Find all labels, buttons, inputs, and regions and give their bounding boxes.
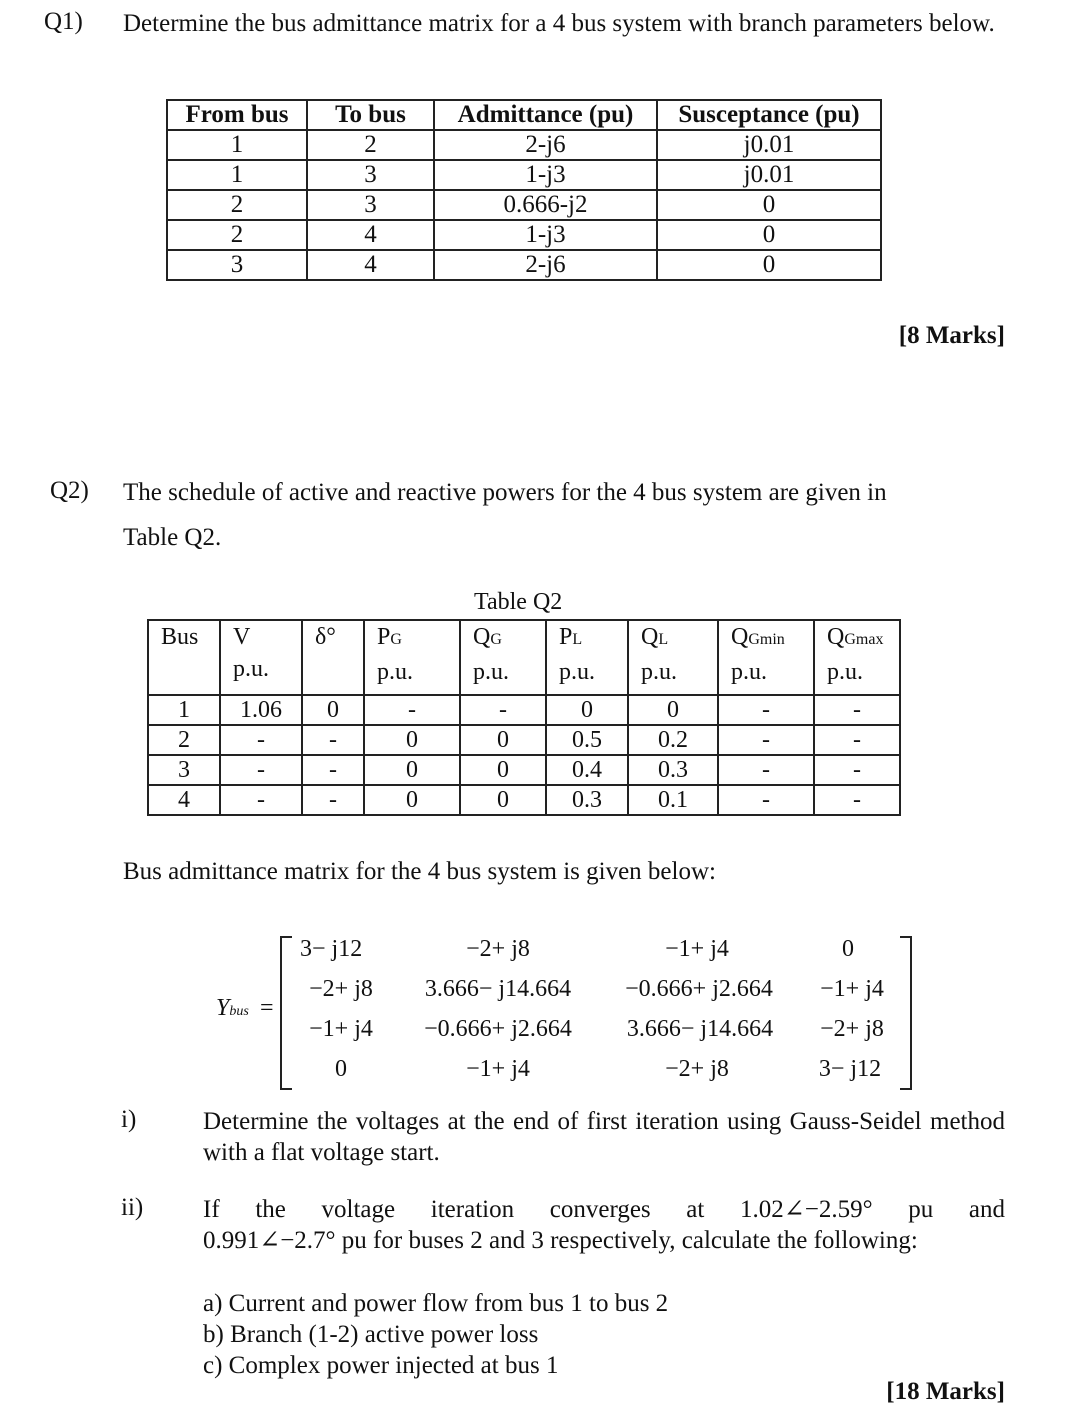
table-row (148, 695, 900, 725)
header-to-bus: To bus (307, 100, 434, 130)
table-row (167, 130, 881, 160)
table-cell: 1-j3 (434, 220, 657, 250)
q1-branch-table (166, 99, 882, 281)
table-row (167, 160, 881, 190)
table-cell: - (814, 725, 900, 755)
part-ii-number: ii) (121, 1194, 144, 1221)
table-cell: 0 (546, 695, 628, 725)
subparts-list (203, 1288, 668, 1381)
list-item: b) Branch (1-2) active power loss (203, 1321, 539, 1348)
table-cell: - (718, 755, 814, 785)
header-ql: QL p.u. (628, 620, 718, 695)
part-i-text: Determine the voltages at the end of first iteration using Gauss-Seidel method with a flat voltage start. (203, 1108, 1005, 1166)
table-cell: j0.01 (657, 160, 881, 190)
table-cell: 1.06 (220, 695, 302, 725)
q2-text-line2: Table Q2. (123, 524, 222, 551)
table-cell: - (814, 695, 900, 725)
matrix-cell: −2+ j8 (309, 976, 373, 1002)
header-qg: QG p.u. (460, 620, 546, 695)
header-pl: PL p.u. (546, 620, 628, 695)
q1-number: Q1) (44, 8, 83, 35)
table-cell: 4 (307, 220, 434, 250)
table-cell: 0 (302, 695, 364, 725)
list-item: c) Complex power injected at bus 1 (203, 1352, 559, 1379)
table-cell: 0.3 (546, 785, 628, 815)
table-cell: 0.1 (628, 785, 718, 815)
part-i-number: i) (121, 1106, 137, 1133)
table-cell: 1 (148, 695, 220, 725)
matrix-cell: 3.666− j14.664 (626, 1016, 774, 1042)
table-cell: 2-j6 (434, 130, 657, 160)
table-cell: - (718, 725, 814, 755)
table-cell: j0.01 (657, 130, 881, 160)
matrix-cell: −0.666+ j2.664 (625, 976, 773, 1002)
part-ii-line2: 0.991∠−2.7° pu for buses 2 and 3 respectively, calculate the following: (203, 1227, 918, 1254)
table-row (148, 725, 900, 755)
header-qgmax: QGmax p.u. (814, 620, 900, 695)
header-admittance: Admittance (pu) (434, 100, 657, 130)
matrix-cell: −0.666+ j2.664 (424, 1016, 572, 1042)
table-cell: 2 (307, 130, 434, 160)
q1-text: Determine the bus admittance matrix for a 4 bus system with branch parameters below. (123, 10, 995, 37)
equals-sign: = (260, 995, 274, 1021)
table-cell: 1-j3 (434, 160, 657, 190)
table-cell: 0.666-j2 (434, 190, 657, 220)
table-row (148, 785, 900, 815)
table-cell: 0.3 (628, 755, 718, 785)
table-cell: 2 (167, 190, 307, 220)
right-bracket (900, 936, 912, 1090)
table-cell: 4 (148, 785, 220, 815)
table-row (167, 250, 881, 280)
header-from-bus: From bus (167, 100, 307, 130)
table-cell: 0 (657, 190, 881, 220)
table-cell: - (302, 785, 364, 815)
table-cell: 0 (364, 755, 460, 785)
table-cell: 0.2 (628, 725, 718, 755)
table-cell: 0 (460, 725, 546, 755)
table-cell: 3 (148, 755, 220, 785)
header-pg: PG p.u. (364, 620, 460, 695)
admittance-matrix (280, 930, 912, 1086)
table-cell: 3 (307, 190, 434, 220)
table-row (167, 220, 881, 250)
table-cell: - (220, 785, 302, 815)
table-cell: 4 (307, 250, 434, 280)
ybus-label: Ybus (216, 995, 249, 1021)
table-header-row (167, 100, 881, 130)
table-caption: Table Q2 (474, 589, 563, 615)
q1-marks: [8 Marks] (898, 322, 1005, 349)
table-cell: 0 (460, 755, 546, 785)
header-susceptance: Susceptance (pu) (657, 100, 881, 130)
q2-number: Q2) (50, 477, 89, 504)
matrix-cell: −1+ j4 (665, 936, 729, 962)
table-cell: - (718, 785, 814, 815)
table-cell: 3 (167, 250, 307, 280)
table-row (148, 755, 900, 785)
matrix-cell: −1+ j4 (466, 1056, 530, 1082)
table-cell: - (814, 755, 900, 785)
header-delta: δ° (302, 620, 364, 695)
table-row (167, 190, 881, 220)
table-cell: - (814, 785, 900, 815)
q2-marks: [18 Marks] (886, 1378, 1005, 1405)
table-cell: - (364, 695, 460, 725)
header-v: V p.u. (220, 620, 302, 695)
table-cell: 2-j6 (434, 250, 657, 280)
matrix-cell: 0 (842, 936, 854, 962)
table-cell: - (302, 755, 364, 785)
table-cell: 2 (148, 725, 220, 755)
table-cell: - (302, 725, 364, 755)
table-cell: 0.4 (546, 755, 628, 785)
matrix-cell: 3− j12 (818, 1056, 882, 1082)
table-cell: - (220, 755, 302, 785)
matrix-cell: −2+ j8 (665, 1056, 729, 1082)
table-cell: 3 (307, 160, 434, 190)
matrix-cell: −1+ j4 (820, 976, 884, 1002)
header-qgmin: QGmin p.u. (718, 620, 814, 695)
matrix-cell: 0 (335, 1056, 347, 1082)
matrix-cell: 3− j12 (300, 936, 363, 962)
q2-schedule-table (147, 619, 901, 816)
table-cell: 0.5 (546, 725, 628, 755)
matrix-intro: Bus admittance matrix for the 4 bus system is given below: (123, 858, 716, 885)
table-cell: 2 (167, 220, 307, 250)
table-cell: 0 (364, 785, 460, 815)
table-cell: - (718, 695, 814, 725)
table-header-row (148, 620, 900, 695)
table-cell: 0 (628, 695, 718, 725)
q2-text-line1: The schedule of active and reactive powers for the 4 bus system are given in (123, 479, 887, 506)
matrix-cell: −2+ j8 (820, 1016, 884, 1042)
matrix-cell: −1+ j4 (309, 1016, 373, 1042)
table-cell: - (460, 695, 546, 725)
list-item: a) Current and power flow from bus 1 to bus 2 (203, 1290, 669, 1317)
table-cell: 1 (167, 130, 307, 160)
part-ii-line1: If the voltage iteration converges at 1.02∠−2.59° pu and (203, 1196, 1005, 1223)
matrix-cell: −2+ j8 (466, 936, 530, 962)
table-cell: 0 (657, 250, 881, 280)
matrix-cell: 3.666− j14.664 (424, 976, 572, 1002)
table-cell: - (220, 725, 302, 755)
table-cell: 0 (364, 725, 460, 755)
table-cell: 0 (657, 220, 881, 250)
table-cell: 0 (460, 785, 546, 815)
table-cell: 1 (167, 160, 307, 190)
header-bus: Bus (148, 620, 220, 695)
